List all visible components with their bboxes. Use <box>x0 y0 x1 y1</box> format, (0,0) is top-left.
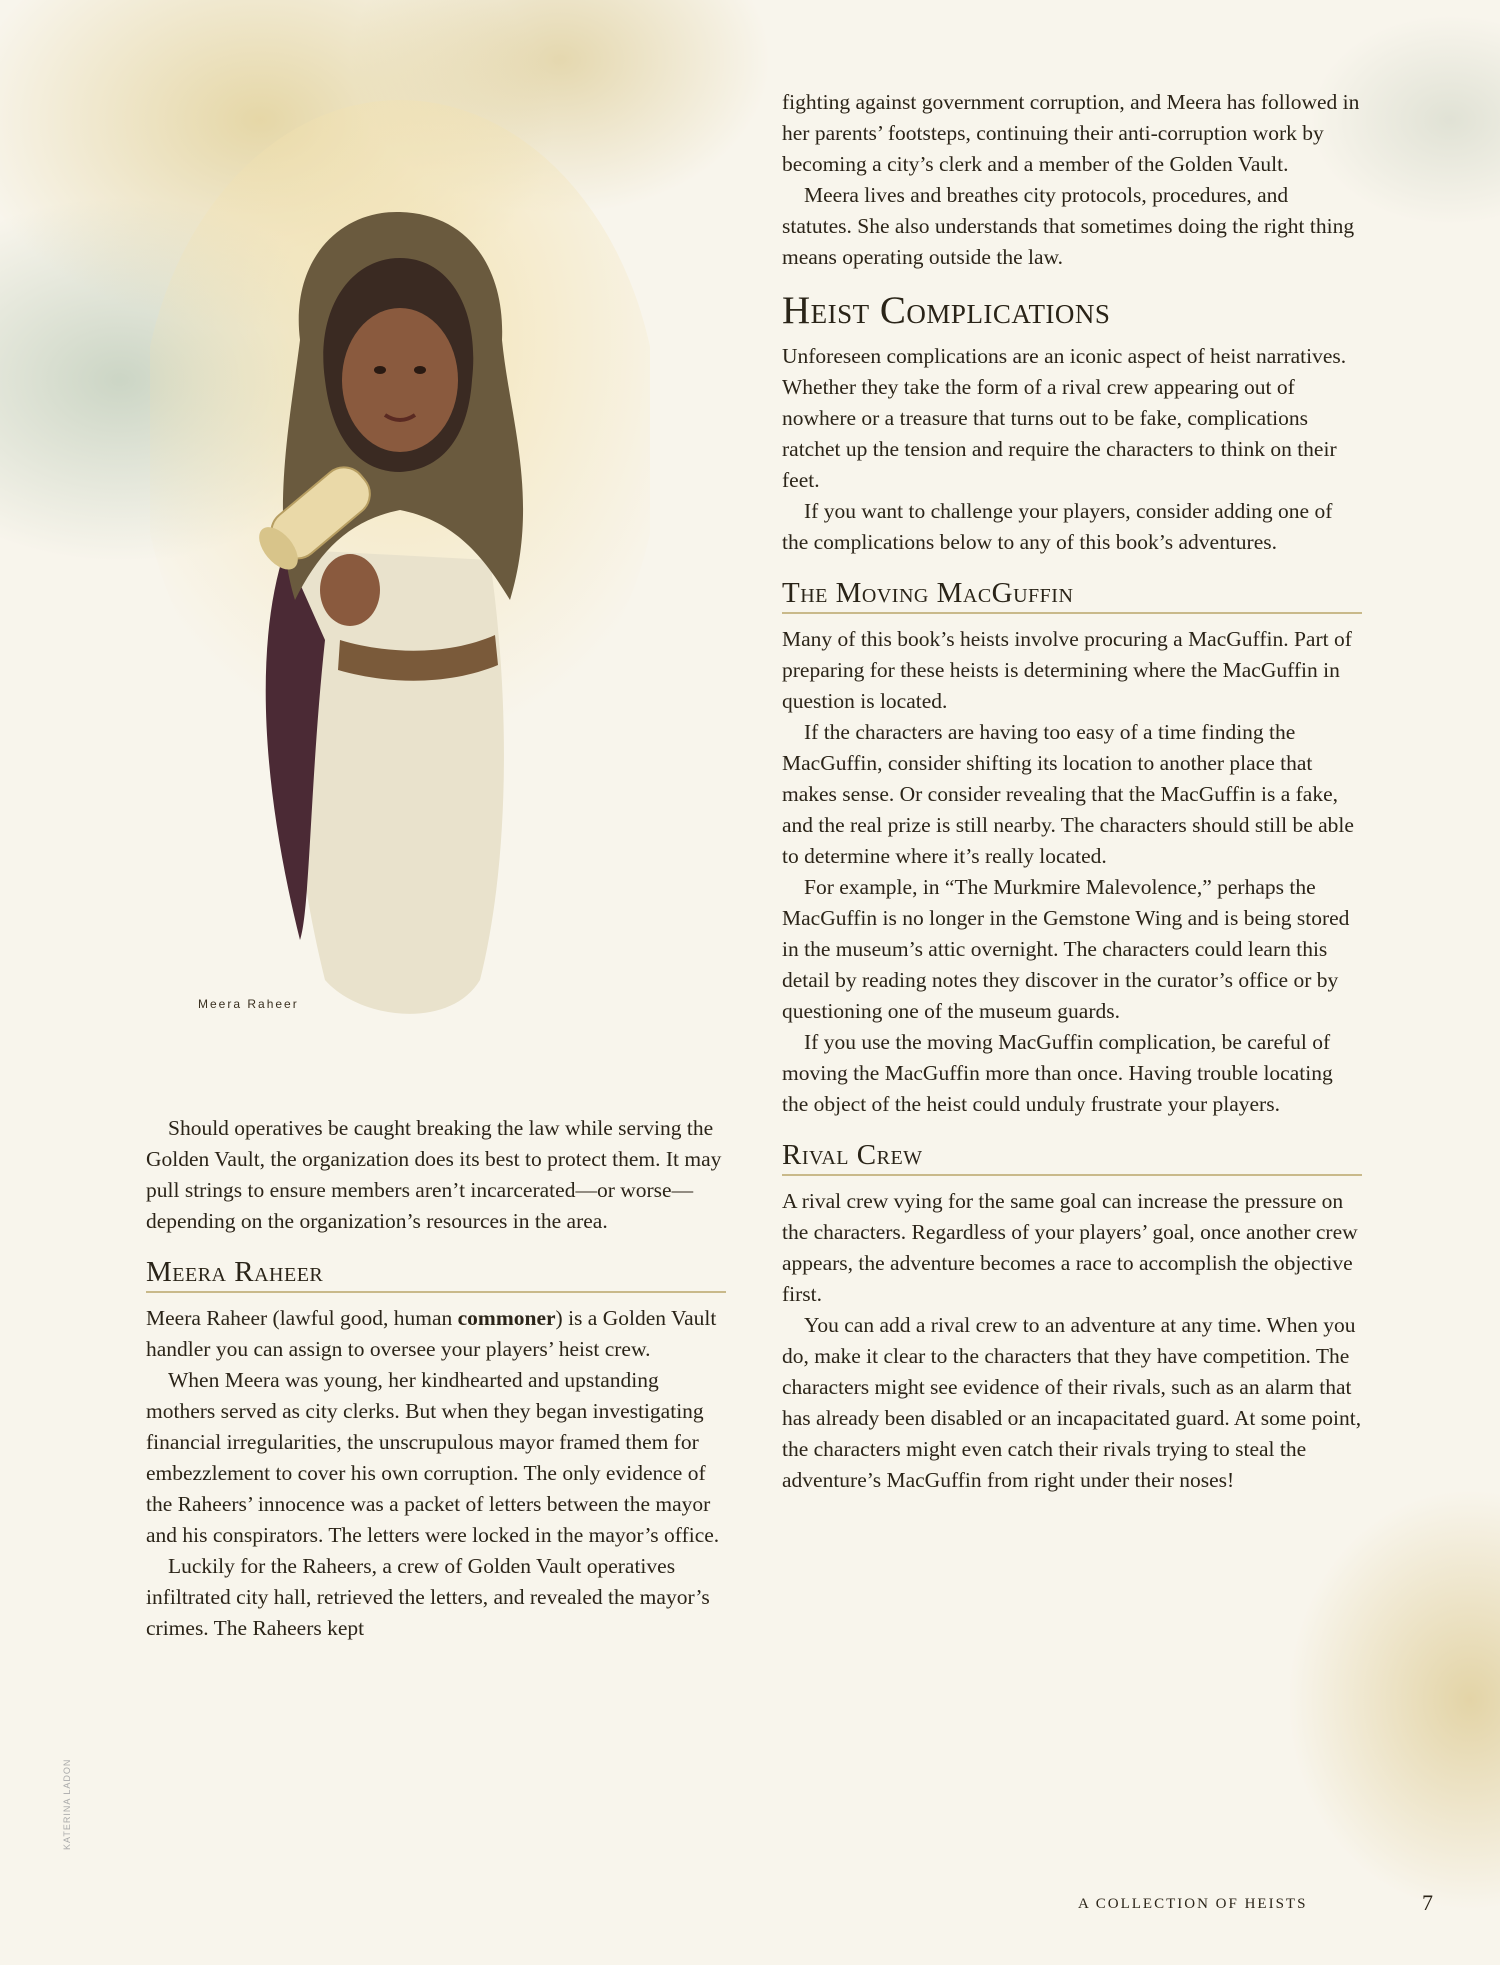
meera-paragraph-2: When Meera was young, her kindhearted and upstanding mothers served as city clerks. But when they began investigating financial irregularities, the unscrupulous mayor framed them for embezzlement to cover his own corruption. The only evidence of the Raheers’ innocence was a packet of letters between the mayor and his conspirators. The letters were locked in the mayor’s office. <box>146 1368 720 1547</box>
rival-crew-heading: Rival Crew <box>782 1138 1362 1176</box>
macguffin-paragraph-3: For example, in “The Murkmire Malevolence,” perhaps the MacGuffin is no longer in the Gemstone Wing and is being stored in the museum’s attic overnight. The characters could learn this detail by reading notes they discover in the curator’s office or by questioning one of the museum guards. <box>782 875 1350 1023</box>
meera-continued-paragraph: fighting against government corruption, and Meera has followed in her parents’ footsteps, continuing their anti-corruption work by becoming a city’s clerk and a member of the Golden Vault. <box>782 90 1360 176</box>
right-column <box>782 87 1362 1496</box>
artist-credit: KATERINA LADON <box>62 1758 72 1850</box>
macguffin-paragraph-2: If the characters are having too easy of a time finding the MacGuffin, consider shifting its location to another place that makes sense. Or consider revealing that the MacGuffin is a fake, and the real prize is still nearby. The characters should still be able to determine where it’s really located. <box>782 720 1354 868</box>
moving-macguffin-heading: The Moving MacGuffin <box>782 576 1362 614</box>
rival-paragraph-2: You can add a rival crew to an adventure at any time. When you do, make it clear to the characters that they have competition. The characters might see evidence of their rivals, such as an alarm that has already been disabled or an incapacitated guard. At some point, the characters might even catch their rivals trying to steal the adventure’s MacGuffin from right under their noses! <box>782 1313 1362 1492</box>
illustration-caption: Meera Raheer <box>198 997 299 1011</box>
heist-complications-heading: Heist Complications <box>782 289 1111 332</box>
meera-paragraph-4: Meera lives and breathes city protocols, procedures, and statutes. She also understands that sometimes doing the right thing means operating outside the law. <box>782 183 1355 269</box>
meera-paragraph-1: Meera Raheer (lawful good, human commoner) is a Golden Vault handler you can assign to oversee your players’ heist crew. <box>146 1306 717 1361</box>
meera-raheer-heading: Meera Raheer <box>146 1255 726 1293</box>
commoner-keyword: commoner <box>457 1306 556 1330</box>
complications-paragraph-2: If you want to challenge your players, consider adding one of the complications below to any of this book’s adventures. <box>782 499 1333 554</box>
rival-paragraph-1: A rival crew vying for the same goal can increase the pressure on the characters. Regardless of your players’ goal, once another crew appears, the adventure becomes a race to accomplish the objective first. <box>782 1189 1358 1306</box>
running-footer: A COLLECTION OF HEISTS <box>1078 1896 1308 1912</box>
left-column <box>146 1113 726 1644</box>
meera-raheer-portrait <box>150 80 650 1040</box>
macguffin-paragraph-1: Many of this book’s heists involve procuring a MacGuffin. Part of preparing for these heists is determining where the MacGuffin in question is located. <box>782 627 1352 713</box>
intro-paragraph: Should operatives be caught breaking the law while serving the Golden Vault, the organization does its best to protect them. It may pull strings to ensure members aren’t incarcerated—or worse—depending on the organization’s resources in the area. <box>146 1116 722 1233</box>
meera-paragraph-3: Luckily for the Raheers, a crew of Golden Vault operatives infiltrated city hall, retrieved the letters, and revealed the mayor’s crimes. The Raheers kept <box>146 1554 710 1640</box>
page-number: 7 <box>1422 1890 1433 1915</box>
complications-paragraph-1: Unforeseen complications are an iconic aspect of heist narratives. Whether they take the form of a rival crew appearing out of nowhere or a treasure that turns out to be fake, complications ratchet up the tension and require the characters to think on their feet. <box>782 344 1347 492</box>
macguffin-paragraph-4: If you use the moving MacGuffin complication, be careful of moving the MacGuffin more than once. Having trouble locating the object of the heist could unduly frustrate your players. <box>782 1030 1333 1116</box>
